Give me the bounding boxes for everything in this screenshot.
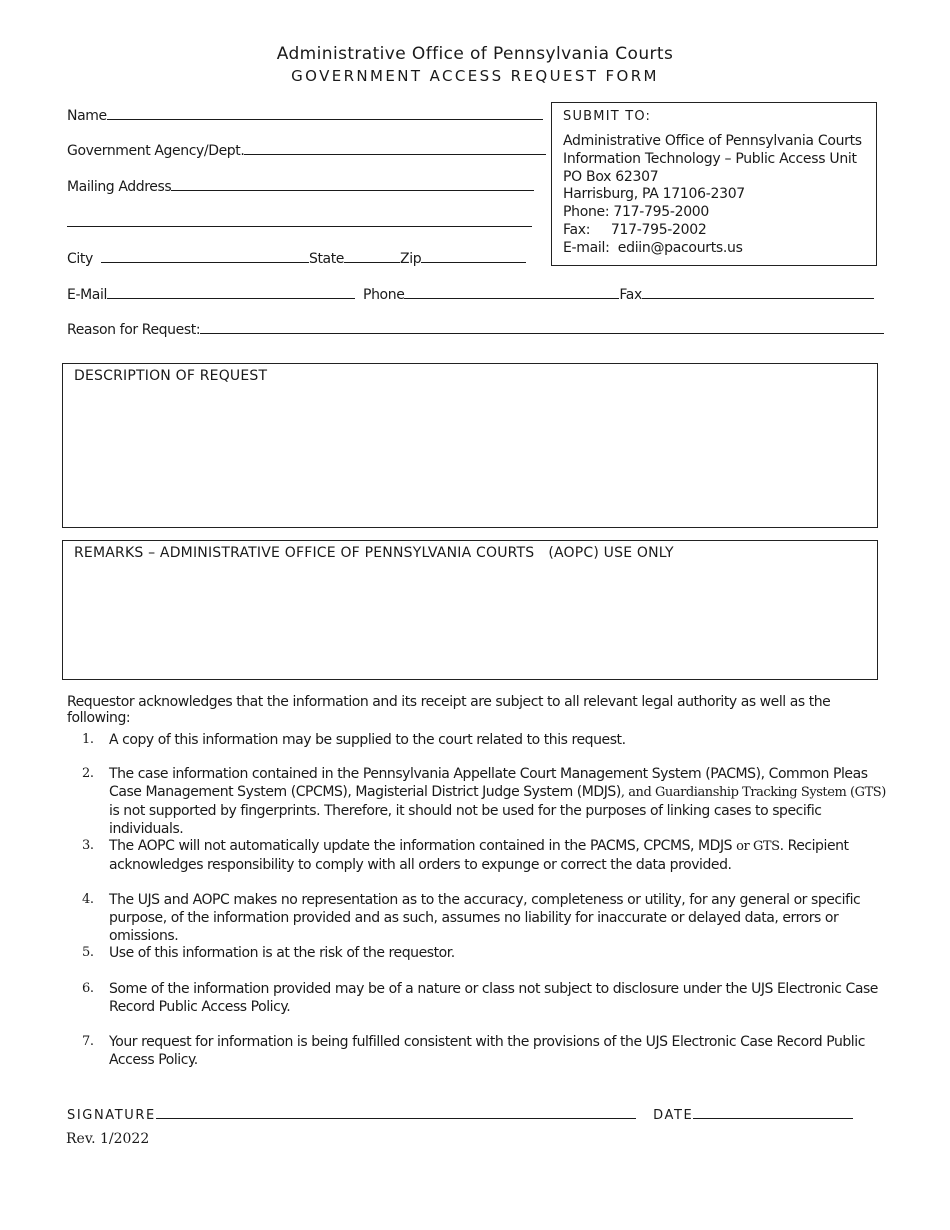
- state-label: State: [308, 251, 345, 267]
- acknowledgement-intro: Requestor acknowledges that the information and its receipt are subject to all relevant legal authority as well as the following:: [67, 694, 831, 726]
- org-title: Administrative Office of Pennsylvania Courts: [276, 44, 674, 64]
- ack-item-text: The case information contained in the Pennsylvania Appellate Court Management System (PACMS), Common Pleas Case Management System (CPCMS), Magisterial District Judge System (MDJS), and Guardianship Tracking System (GTS) is not supported by fingerprints. Therefore, it should not be used for the purposes of linking cases to specific individuals.: [109, 766, 886, 837]
- reason-label: Reason for Request:: [67, 322, 201, 338]
- submit-to-line: Harrisburg, PA 17106-2307: [563, 186, 745, 203]
- fax-label: Fax: [619, 287, 642, 303]
- ack-item-text: Some of the information provided may be of a nature or class not subject to disclosure under the UJS Electronic Case Record Public Access Policy.: [109, 981, 878, 1015]
- date-field[interactable]: [693, 1104, 853, 1119]
- reason-row: [67, 319, 884, 338]
- submit-to-line: Information Technology – Public Access Unit: [563, 150, 857, 167]
- city-state-zip-row: [67, 248, 526, 267]
- ack-item-text: The AOPC will not automatically update the information contained in the PACMS, CPCMS, MDJS or GTS. Recipient acknowledges responsibility to comply with all orders to expunge or correct the data provided.: [109, 838, 849, 873]
- phone-field[interactable]: [404, 284, 619, 299]
- agency-field[interactable]: [244, 140, 546, 155]
- ack-item-number: 1.: [82, 732, 94, 747]
- agency-label: Government Agency/Dept.: [67, 143, 245, 159]
- remarks-box[interactable]: [62, 540, 878, 680]
- submit-to-line: Phone: 717-795-2000: [563, 204, 710, 221]
- description-title: DESCRIPTION OF REQUEST: [74, 368, 268, 384]
- city-field[interactable]: [101, 248, 309, 263]
- ack-item-number: 5.: [82, 945, 94, 960]
- mailing-address-label: Mailing Address: [67, 179, 172, 195]
- zip-label: Zip: [400, 251, 422, 267]
- submit-to-heading: SUBMIT TO:: [563, 109, 652, 124]
- mailing-address-row-2: [67, 212, 532, 231]
- reason-field[interactable]: [200, 319, 884, 334]
- ack-item-number: 7.: [82, 1034, 94, 1049]
- name-row: [67, 105, 543, 124]
- ack-item-number: 6.: [82, 981, 94, 996]
- ack-item-text: A copy of this information may be supplied to the court related to this request.: [109, 732, 626, 748]
- name-field[interactable]: [107, 105, 543, 120]
- submit-to-line: PO Box 62307: [563, 168, 659, 185]
- submit-to-line: Fax: 717-795-2002: [563, 221, 707, 238]
- revision-label: Rev. 1/2022: [66, 1131, 150, 1147]
- mailing-address-field-2[interactable]: [67, 212, 532, 227]
- ack-item-text: Use of this information is at the risk of the requestor.: [109, 945, 455, 961]
- submit-to-line: E-mail: ediin@pacourts.us: [563, 239, 743, 256]
- email-label: E-Mail: [67, 287, 107, 303]
- remarks-title: REMARKS – ADMINISTRATIVE OFFICE OF PENNSYLVANIA COURTS (AOPC) USE ONLY: [74, 545, 674, 561]
- contact-row: [67, 284, 874, 303]
- fax-field[interactable]: [642, 284, 874, 299]
- name-label: Name: [67, 108, 107, 124]
- email-field[interactable]: [107, 284, 355, 299]
- signature-label: SIGNATURE: [67, 1108, 156, 1123]
- ack-item-number: 4.: [82, 892, 94, 907]
- ack-item-number: 3.: [82, 838, 94, 853]
- mailing-address-field[interactable]: [171, 176, 534, 191]
- zip-field[interactable]: [421, 248, 526, 263]
- ack-item-number: 2.: [82, 766, 94, 781]
- phone-label: Phone: [363, 287, 405, 303]
- ack-item-text: The UJS and AOPC makes no representation as to the accuracy, completeness or utility, for any general or specific purpose, of the information provided and as such, assumes no liability for inaccurate or delayed data, errors or omissions.: [109, 892, 861, 944]
- submit-to-box: [551, 102, 877, 266]
- signature-field[interactable]: [156, 1104, 636, 1119]
- description-box[interactable]: [62, 363, 878, 528]
- form-title: GOVERNMENT ACCESS REQUEST FORM: [291, 67, 659, 85]
- signature-row: [67, 1104, 853, 1123]
- submit-to-line: Administrative Office of Pennsylvania Courts: [563, 133, 862, 149]
- ack-item-text: Your request for information is being fulfilled consistent with the provisions of the UJS Electronic Case Record Public Access Policy.: [109, 1034, 865, 1068]
- agency-row: [67, 140, 546, 159]
- mailing-address-row: [67, 176, 534, 195]
- state-field[interactable]: [344, 248, 400, 263]
- city-label: City: [67, 251, 93, 267]
- date-label: DATE: [653, 1108, 694, 1123]
